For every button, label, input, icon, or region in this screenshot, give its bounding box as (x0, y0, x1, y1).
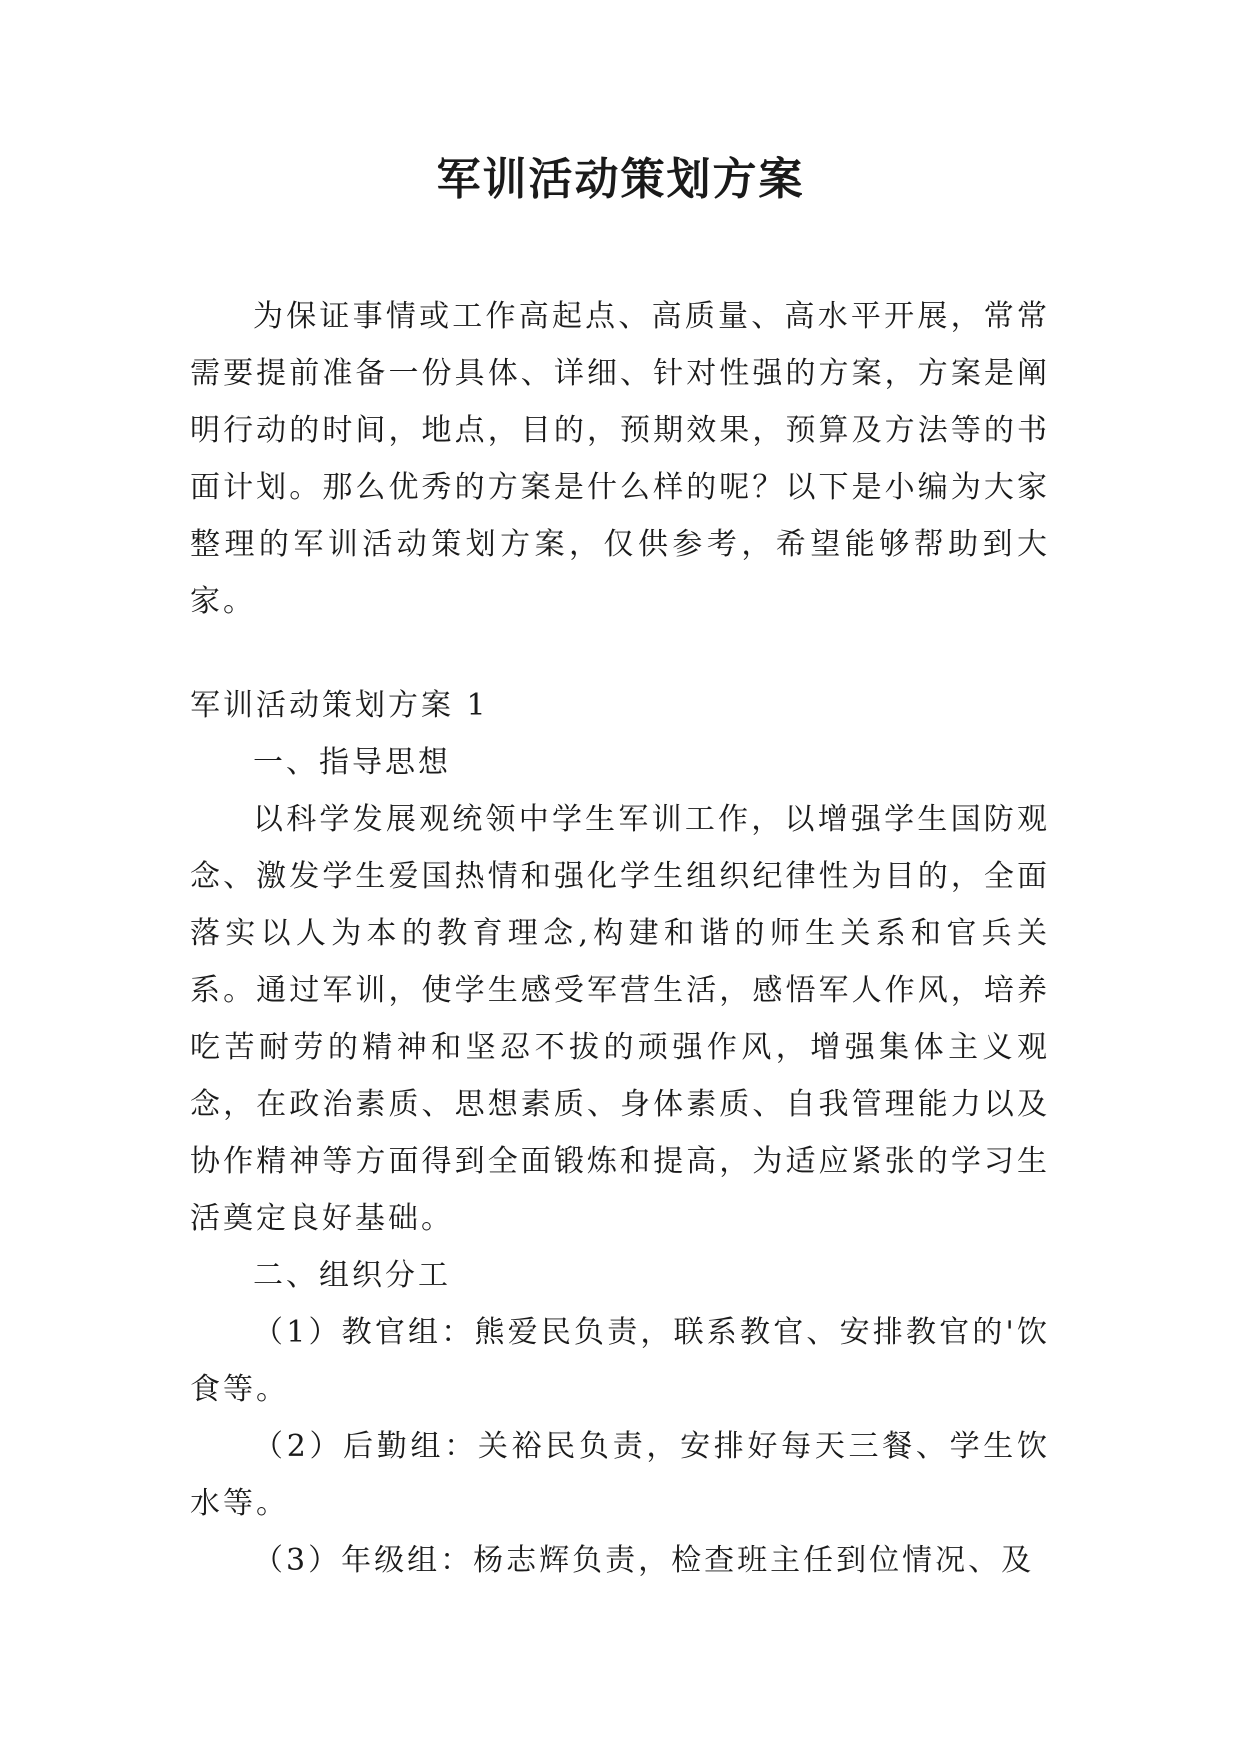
list-item-logistics-group: （2）后勤组：关裕民负责，安排好每天三餐、学生饮水等。 (190, 1429, 1050, 1521)
section-title: 军训活动策划方案 1 (190, 688, 489, 723)
heading-organization: 二、组织分工 (253, 1258, 451, 1293)
guiding-ideology-paragraph: 以科学发展观统领中学生军训工作，以增强学生国防观念、激发学生爱国热情和强化学生组织纪律性为目的，全面落实以人为本的教育理念,构建和谐的师生关系和官兵关系。通过军训，使学生感受军营生活，感悟军人作风，培养吃苦耐劳的精神和坚忍不拔的顽强作风，增强集体主义观念，在政治素质、思想素质、身体素质、自我管理能力以及协作精神等方面得到全面锻炼和提高，为适应紧张的学习生活奠定良好基础。 (190, 802, 1050, 1236)
heading-guiding-ideology: 一、指导思想 (253, 745, 451, 780)
intro-paragraph: 为保证事情或工作高起点、高质量、高水平开展，常常需要提前准备一份具体、详细、针对性强的方案，方案是阐明行动的时间，地点，目的，预期效果，预算及方法等的书面计划。那么优秀的方案是什么样的呢？以下是小编为大家整理的军训活动策划方案，仅供参考，希望能够帮助到大家。 (190, 299, 1050, 619)
list-item-grade-group: （3）年级组：杨志辉负责，检查班主任到位情况、及 (253, 1543, 1035, 1578)
document-title: 军训活动策划方案 (436, 154, 805, 205)
document-body (190, 288, 1050, 1589)
list-item-instructor-group: （1）教官组：熊爱民负责，联系教官、安排教官的'饮食等。 (190, 1315, 1050, 1407)
